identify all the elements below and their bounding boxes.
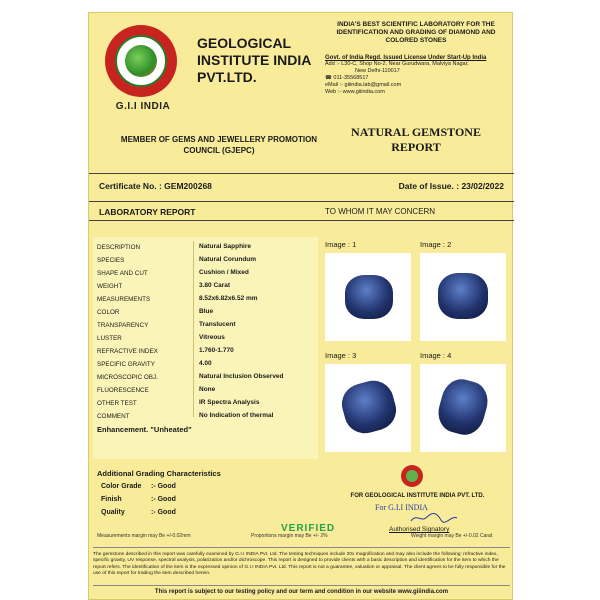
gem-images	[321, 237, 511, 459]
property-label: COMMENT	[97, 413, 130, 420]
address: Add :- L30-C, Shop No-2, Near Gurudwara, Malviya Nagar,	[325, 61, 469, 67]
sapphire-image	[438, 273, 488, 319]
property-label: WEIGHT	[97, 283, 123, 290]
city: New Delhi-110017	[355, 68, 400, 74]
gem-photo	[325, 364, 411, 452]
property-row	[93, 397, 318, 410]
footer-note: This report is subject to our testing policy and our term and condition in our website www.giiindia.com	[93, 585, 510, 595]
header-left	[99, 21, 319, 171]
to-whom-it-may-concern: TO WHOM IT MAY CONCERN	[325, 207, 436, 216]
property-value: 8.52x6.82x6.52 mm	[199, 295, 258, 302]
certificate-sheet	[88, 12, 513, 600]
property-row	[93, 410, 318, 423]
grade-value: :- Good	[151, 483, 176, 490]
grade-label: Finish	[101, 496, 122, 503]
grading-title: Additional Grading Characteristics	[97, 469, 221, 478]
gem-photo	[420, 253, 506, 341]
property-value: None	[199, 386, 216, 393]
property-label: OTHER TEST	[97, 400, 137, 407]
property-row	[93, 384, 318, 397]
property-label: MEASUREMENTS	[97, 296, 151, 303]
website: Web :- www.giiindia.com	[325, 89, 385, 95]
divider	[89, 173, 514, 174]
property-row	[93, 306, 318, 319]
properties-table	[93, 237, 318, 459]
disclaimer: The gemstone described in this report was carefully examined by G.I.I INDIA Pvt. Ltd. The testing techniques include 20x magnification and may also include the following: refractive index, specific gravity, UV response, spectral analysis, polarization and/or dichroscope. This report is designed to provide clients with a basic description and identification for the item to which the report refers. The identification of the item is the expressed opinion of G.I.I INDIA Pvt. Ltd. This report is not a guarantee, valuation or appraisal. The client agrees to be fully responsible for the use of this report for trading the item described herein.	[93, 547, 510, 578]
weight-margin: Weight margin may Be +/-0.02 Carat	[411, 533, 493, 539]
property-label: TRANSPARENCY	[97, 322, 149, 329]
property-row	[93, 241, 318, 254]
proportion-margin: Proportions margin may Be +/- 2%	[251, 533, 328, 539]
property-value: Cushion / Mixed	[199, 269, 249, 276]
margin-notes	[93, 533, 508, 543]
property-label: MICROSCOPIC OBJ.	[97, 374, 158, 381]
signature-for-line: FOR GEOLOGICAL INSTITUTE INDIA PVT. LTD.	[350, 493, 485, 499]
property-row	[93, 280, 318, 293]
property-row	[93, 319, 318, 332]
property-row	[93, 254, 318, 267]
property-value: 4.00	[199, 360, 212, 367]
gem-photo	[420, 364, 506, 452]
property-label: LUSTER	[97, 335, 122, 342]
seal-emblem	[406, 470, 418, 482]
phone-icon: ☎	[325, 75, 334, 81]
logo-caption: G.I.I INDIA	[115, 101, 171, 112]
property-label: SPECIES	[97, 257, 125, 264]
property-value: No Indication of thermal	[199, 412, 274, 419]
property-row	[93, 371, 318, 384]
council-membership: MEMBER OF GEMS AND JEWELLERY PROMOTION COUNCIL (GJEPC)	[120, 135, 318, 155]
image-label: Image : 3	[325, 351, 357, 360]
sapphire-image	[345, 275, 393, 319]
phone-number: 011-35568517	[333, 75, 369, 81]
property-value: Natural Corundum	[199, 256, 257, 263]
institute-logo	[105, 25, 177, 97]
property-value: 1.760-1.770	[199, 347, 234, 354]
sapphire-image	[434, 375, 492, 439]
lab-tagline: INDIA'S BEST SCIENTIFIC LABORATORY FOR THE IDENTIFICATION AND GRADING OF DIAMOND AND COLORED STONES	[336, 21, 496, 44]
property-value: Blue	[199, 308, 214, 315]
property-row	[93, 345, 318, 358]
logo-emblem	[115, 35, 167, 87]
image-cell	[416, 348, 511, 459]
grade-label: Quality	[101, 509, 125, 516]
property-label: DESCRIPTION	[97, 244, 141, 251]
image-label: Image : 4	[420, 351, 452, 360]
property-value: Translucent	[199, 321, 236, 328]
lab-report-title: LABORATORY REPORT	[99, 207, 196, 217]
enhancement-note: Enhancement. "Unheated"	[97, 425, 192, 434]
lab-report-bar	[89, 201, 514, 221]
property-label: REFRACTIVE INDEX	[97, 348, 158, 355]
property-label: SHAPE AND CUT	[97, 270, 148, 277]
phone	[325, 75, 507, 82]
grade-value: :- Good	[151, 509, 176, 516]
grade-value: :- Good	[151, 496, 176, 503]
image-cell	[321, 348, 416, 459]
signature-stamp: For G.I.I INDIA	[375, 503, 428, 512]
image-cell	[416, 237, 511, 348]
image-label: Image : 2	[420, 240, 452, 249]
property-row	[93, 358, 318, 371]
certificate-number: Certificate No. : GEM200268	[99, 181, 212, 191]
authorised-signatory: Authorised Signatory	[389, 526, 450, 533]
header-right	[325, 21, 507, 96]
measurement-margin: Measurements margin may Be +/-0.02mm	[97, 533, 191, 539]
issue-date: Date of Issue. : 23/02/2022	[398, 181, 504, 191]
grade-label: Color Grade	[101, 483, 142, 490]
institute-name: GEOLOGICAL INSTITUTE INDIA PVT.LTD.	[197, 35, 311, 85]
gem-photo	[325, 253, 411, 341]
globe-icon	[125, 45, 157, 77]
property-row	[93, 332, 318, 345]
image-cell	[321, 237, 416, 348]
property-value: IR Spectra Analysis	[199, 399, 260, 406]
property-label: COLOR	[97, 309, 120, 316]
property-value: Natural Inclusion Observed	[199, 373, 284, 380]
additional-grading	[93, 465, 318, 525]
property-label: SPECIFIC GRAVITY	[97, 361, 155, 368]
property-row	[93, 267, 318, 280]
property-row	[93, 293, 318, 306]
signature-scribble	[409, 511, 459, 525]
verified-stamp: VERIFIED	[281, 523, 336, 534]
report-title: NATURAL GEMSTONE REPORT	[351, 125, 481, 154]
property-label: FLUORESCENCE	[97, 387, 149, 394]
seal-icon	[401, 465, 423, 487]
image-label: Image : 1	[325, 240, 357, 249]
email: eMail :- giiindia.lab@gmail.com	[325, 82, 402, 88]
gov-registration: Govt. of India Regd. Issued License Under Start-Up India	[325, 55, 487, 61]
property-value: 3.80 Carat	[199, 282, 231, 289]
property-value: Vitreous	[199, 334, 225, 341]
sapphire-image	[337, 376, 400, 438]
signature-block	[325, 465, 510, 535]
property-value: Natural Sapphire	[199, 243, 252, 250]
